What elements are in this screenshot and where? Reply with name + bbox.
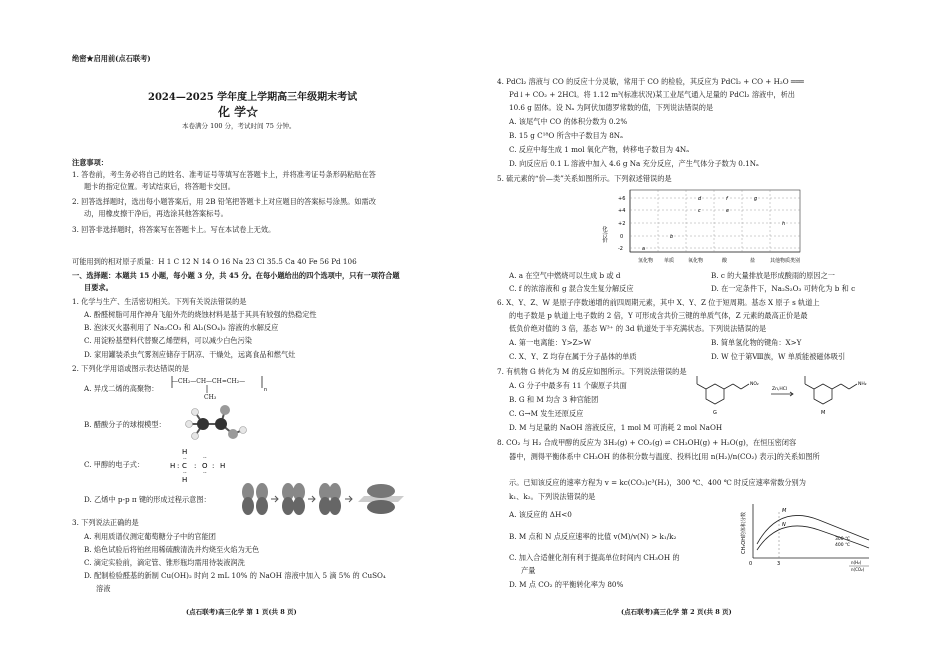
q1-option-d: D. 家用罐装杀虫气雾剂应储存于阴凉、干燥处，远离食品和燃气灶: [84, 350, 296, 359]
pi-bond-formation-diagram: [238, 480, 408, 516]
q5-tick: +6: [618, 196, 626, 202]
q2-option-c: C. 甲醇的电子式：: [84, 460, 145, 469]
molecule-m-label: M: [821, 410, 826, 416]
q5-category: 盐: [750, 258, 756, 264]
q8-option-a: A. 该反应的 ΔH<0: [509, 510, 572, 519]
q8-point-m: M: [782, 508, 787, 514]
q7-reaction-scheme: [693, 376, 893, 420]
q6-option-a: A. 第一电离能：Y>Z>W: [509, 338, 592, 347]
svg-text:H: H: [182, 448, 188, 456]
q5-option-a: A. a 在空气中燃烧可以生成 b 或 d: [509, 271, 621, 280]
q4-stem-2: Pd↓+ CO₂ + 2HCl。将 1.12 m³(标准状况)某工业尾气通入足量的 PdCl₂ 溶液中，析出: [509, 90, 795, 99]
q8-xlabel-bottom: n(CO₂): [851, 567, 865, 572]
q2-option-d: D. 乙烯中 p-p π 键的形成过程示意图：: [84, 495, 211, 504]
q5-point: f: [726, 196, 728, 202]
q2a-polymer-branch: CH₃: [204, 394, 217, 401]
q3-option-c: C. 滴定实验前，滴定管、锥形瓶均需用待装液润洗: [84, 558, 245, 567]
q8-x-tick: 3: [777, 561, 781, 567]
q5-option-c: C. f 的浓溶液和 g 混合发生复分解反应: [509, 284, 634, 293]
q2-stem: 2. 下列化学用语或图示表达错误的是: [72, 364, 189, 373]
q6-stem-3: 低负价绝对值的 3 倍，基态 W³⁺ 的 3d 轨道处于半充满状态。下列说法错误的是: [509, 324, 767, 333]
secret-label: 绝密★启用前(点石联考): [72, 54, 151, 63]
q1-option-c: C. 用淀粉基塑料代替聚乙烯塑料，可以减少白色污染: [84, 336, 252, 345]
notice-2b: 动，用橡皮擦干净后，再选涂其他答案标号。: [84, 209, 228, 218]
svg-text:··: ··: [203, 455, 207, 462]
q8-option-b: B. M 点和 N 点反应速率的比值 v(M)/v(N) > k₁/k₂: [509, 532, 677, 541]
q5-point: c: [698, 208, 701, 214]
exam-info: 本卷满分 100 分，考试时间 75 分钟。: [182, 122, 296, 130]
q6-option-c: C. X、Y、Z 均存在属于分子晶体的单质: [509, 352, 637, 361]
q5-option-d: D. 在一定条件下，Na₂S₂O₃ 可转化为 b 和 c: [711, 284, 856, 293]
atomic-masses: 可能用到的相对原子质量：H 1 C 12 N 14 O 16 Na 23 Cl 35.5 Ca 40 Fe 56 Pd 106: [72, 257, 357, 266]
q7-option-a: A. G 分子中最多有 11 个碳原子共面: [509, 381, 627, 390]
q5-category: 氧化物: [688, 258, 704, 264]
svg-text:··: ··: [203, 470, 207, 477]
footer-page-1: (点石联考)高三化学 第 1 页(共 8 页): [186, 608, 297, 616]
q8-methanol-fraction-chart: [739, 500, 887, 572]
q4-option-c: C. 反应中每生成 1 mol 氧化产物，转移电子数目为 4Nₐ: [509, 145, 689, 154]
footer-page-2: (点石联考)高三化学 第 2 页(共 8 页): [621, 608, 732, 616]
q5-tick: -2: [618, 246, 623, 252]
notice-title: 注意事项：: [72, 158, 108, 167]
q6-stem-1: 6. X、Y、Z、W 是原子序数递增的前四周期元素，其中 X、Y、Z 位于短周期。基态 X 原子 s 轨道上: [497, 298, 820, 307]
q2a-polymer-formula: —CH₂—CH—CH=CH₂—: [172, 378, 246, 385]
section-heading-cont: 目要求。: [84, 283, 113, 292]
no2-group: NO₂: [750, 382, 759, 387]
q5-tick: +4: [618, 208, 626, 214]
q4-option-b: B. 15 g C¹⁸O 所含中子数目为 8Nₐ: [509, 131, 623, 140]
notice-3: 3. 回答非选择题时，将答案写在答题卡上。写在本试卷上无效。: [72, 225, 276, 234]
q5-point: g: [754, 196, 758, 202]
q5-category: 酸: [722, 258, 728, 264]
q7-option-d: D. M 与足量的 NaOH 溶液反应，1 mol M 可消耗 2 mol NaOH: [509, 423, 723, 432]
q6-option-b: B. 简单氢化物的键角：X>Y: [711, 338, 802, 347]
q8-curve-300: 300 ℃: [835, 537, 851, 542]
q5-point: h: [782, 221, 786, 227]
notice-1b: 题卡的指定位置。考试结束后，将答题卡交回。: [84, 182, 235, 191]
q8-stem-3: 示。已知该反应的速率方程为 v = kc(CO₂)c³(H₂)，300 ℃、400 ℃ 时反应速率常数分别为: [509, 478, 806, 487]
q2a-polymer-brackets: [170, 374, 270, 402]
q5-category: 氢化物: [638, 258, 654, 264]
exam-subject: 化 学☆: [218, 105, 259, 119]
q2-option-b: B. 醋酸分子的球棍模型：: [84, 420, 166, 429]
q7-option-c: C. G→M 发生还原反应: [509, 409, 584, 418]
q5-point: b: [670, 234, 674, 240]
q8-x-origin: 0: [749, 561, 753, 567]
q3-option-a: A. 利用质谱仪测定葡萄糖分子中的官能团: [84, 532, 216, 541]
q5-category: 其他物质类别: [770, 258, 801, 264]
q1-option-b: B. 泡沫灭火器利用了 Na₂CO₃ 和 Al₂(SO₄)₃ 溶液的水解反应: [84, 323, 279, 332]
q5-ylabel: 化合价: [601, 226, 607, 243]
q3-option-d-cont: 溶液: [96, 584, 111, 593]
q5-point: d: [698, 196, 702, 202]
q8-point-n: N: [782, 522, 786, 528]
reagent-label: Zn,HCl: [772, 387, 788, 392]
q2-option-a: A. 异戊二烯的高聚物：: [84, 384, 159, 393]
notice-1a: 1. 答卷前，考生务必将自己的姓名、准考证号等填写在答题卡上，并将准考证号条形码粘贴在答: [72, 170, 376, 179]
q4-stem-3: 10.6 g 固体。设 Nₐ 为阿伏加德罗常数的值，下列说法错误的是: [509, 103, 714, 112]
q7-stem: 7. 有机物 G 转化为 M 的反应如图所示。下列说法错误的是: [497, 367, 687, 376]
notice-2a: 2. 回答选择题时，选出每小题答案后，用 2B 铅笔把答题卡上对应题目的答案标号涂黑。如需改: [72, 197, 376, 206]
q7-option-b: B. G 和 M 均含 3 种官能团: [509, 395, 599, 404]
svg-text::: :: [212, 462, 215, 470]
q4-stem-1: 4. PdCl₂ 溶液与 CO 的反应十分灵敏，常用于 CO 的检验，其反应为 PdCl₂ + CO + H₂O ═══: [497, 77, 804, 86]
q3-option-b: B. 焰色试验后将铂丝用稀硫酸清洗并灼烧至火焰为无色: [84, 545, 260, 554]
svg-text:H: H: [170, 462, 176, 470]
svg-text:··: ··: [183, 470, 187, 477]
q4-option-d: D. 向反应后 0.1 L 溶液中加入 4.6 g Na 充分反应，产生气体分子数为 0.1Nₐ: [509, 159, 759, 168]
nh2-group: NH₂: [858, 382, 867, 387]
svg-text:n: n: [264, 387, 268, 393]
section-heading: 一、选择题：本题共 15 小题，每小题 3 分，共 45 分。在每小题给出的四个选项中，只有一项符合题: [72, 271, 400, 280]
q5-option-b: B. c 的大量排放是形成酸雨的原因之一: [711, 271, 835, 280]
q6-stem-2: 的电子数是 p 轨道上电子数的 2 倍，Y 可形成含共价三键的单质气体，Z 元素的最高正价是最: [509, 311, 808, 320]
svg-text:C: C: [182, 462, 187, 470]
q5-tick: +2: [618, 221, 626, 227]
q8-option-d: D. M 点 CO₂ 的平衡转化率为 80%: [509, 580, 624, 589]
q1-option-a: A. 酚醛树脂可用作神舟飞船外壳的烧蚀材料是基于其具有较强的热稳定性: [84, 310, 317, 319]
q3-stem: 3. 下列说法正确的是: [72, 518, 139, 527]
svg-text:H: H: [220, 462, 226, 470]
q8-stem-2: 器中，测得平衡体系中 CH₃OH 的体积分数与温度、投料比[用 n(H₂)/n(CO₂) 表示]的关系如图所: [509, 452, 820, 461]
acetic-acid-ball-stick-model: [183, 400, 253, 448]
q5-point: e: [726, 208, 730, 214]
q5-point: a: [642, 246, 646, 252]
q5-stem: 5. 硫元素的“价—类”关系如图所示。下列叙述错误的是: [497, 174, 672, 183]
right-page: [475, 0, 950, 672]
q8-ylabel: CH₃OH的体积分数: [741, 512, 747, 554]
q8-option-c: C. 加入合适催化剂有利于提高单位时间内 CH₃OH 的: [509, 553, 680, 562]
q5-category: 单质: [664, 258, 675, 264]
exam-title: 2024—2025 学年度上学期高三年级期末考试: [148, 92, 358, 103]
svg-text:O: O: [202, 462, 208, 470]
methanol-electron-formula: [160, 444, 240, 488]
q5-valence-class-chart: [600, 186, 820, 266]
q5-tick: 0: [620, 234, 624, 240]
svg-text::: :: [177, 462, 180, 470]
q1-stem: 1. 化学与生产、生活密切相关。下列有关说法错误的是: [72, 297, 247, 306]
q8-xlabel-top: n(H₂): [851, 560, 862, 565]
q6-option-d: D. W 位于第Ⅷ族，W 单质能被磁体吸引: [711, 352, 846, 361]
q8-stem-1: 8. CO₂ 与 H₂ 合成甲醇的反应为 3H₂(g) + CO₂(g) ⇌ CH₃OH(g) + H₂O(g)，在恒压密闭容: [497, 438, 797, 447]
molecule-g-label: G: [713, 410, 717, 416]
q8-option-c-cont: 产量: [521, 566, 536, 575]
svg-text:··: ··: [183, 456, 187, 463]
q4-option-a: A. 该尾气中 CO 的体积分数为 0.2%: [509, 117, 628, 126]
q8-stem-4: k₁、k₂。下列说法错误的是: [509, 492, 596, 501]
q3-option-d: D. 配制检验醛基的新制 Cu(OH)₂ 时向 2 mL 10% 的 NaOH 溶液中加入 5 滴 5% 的 CuSO₄: [84, 571, 386, 580]
q8-curve-400: 400 ℃: [835, 543, 851, 548]
svg-text::: :: [194, 462, 197, 470]
svg-text:H: H: [182, 476, 188, 484]
